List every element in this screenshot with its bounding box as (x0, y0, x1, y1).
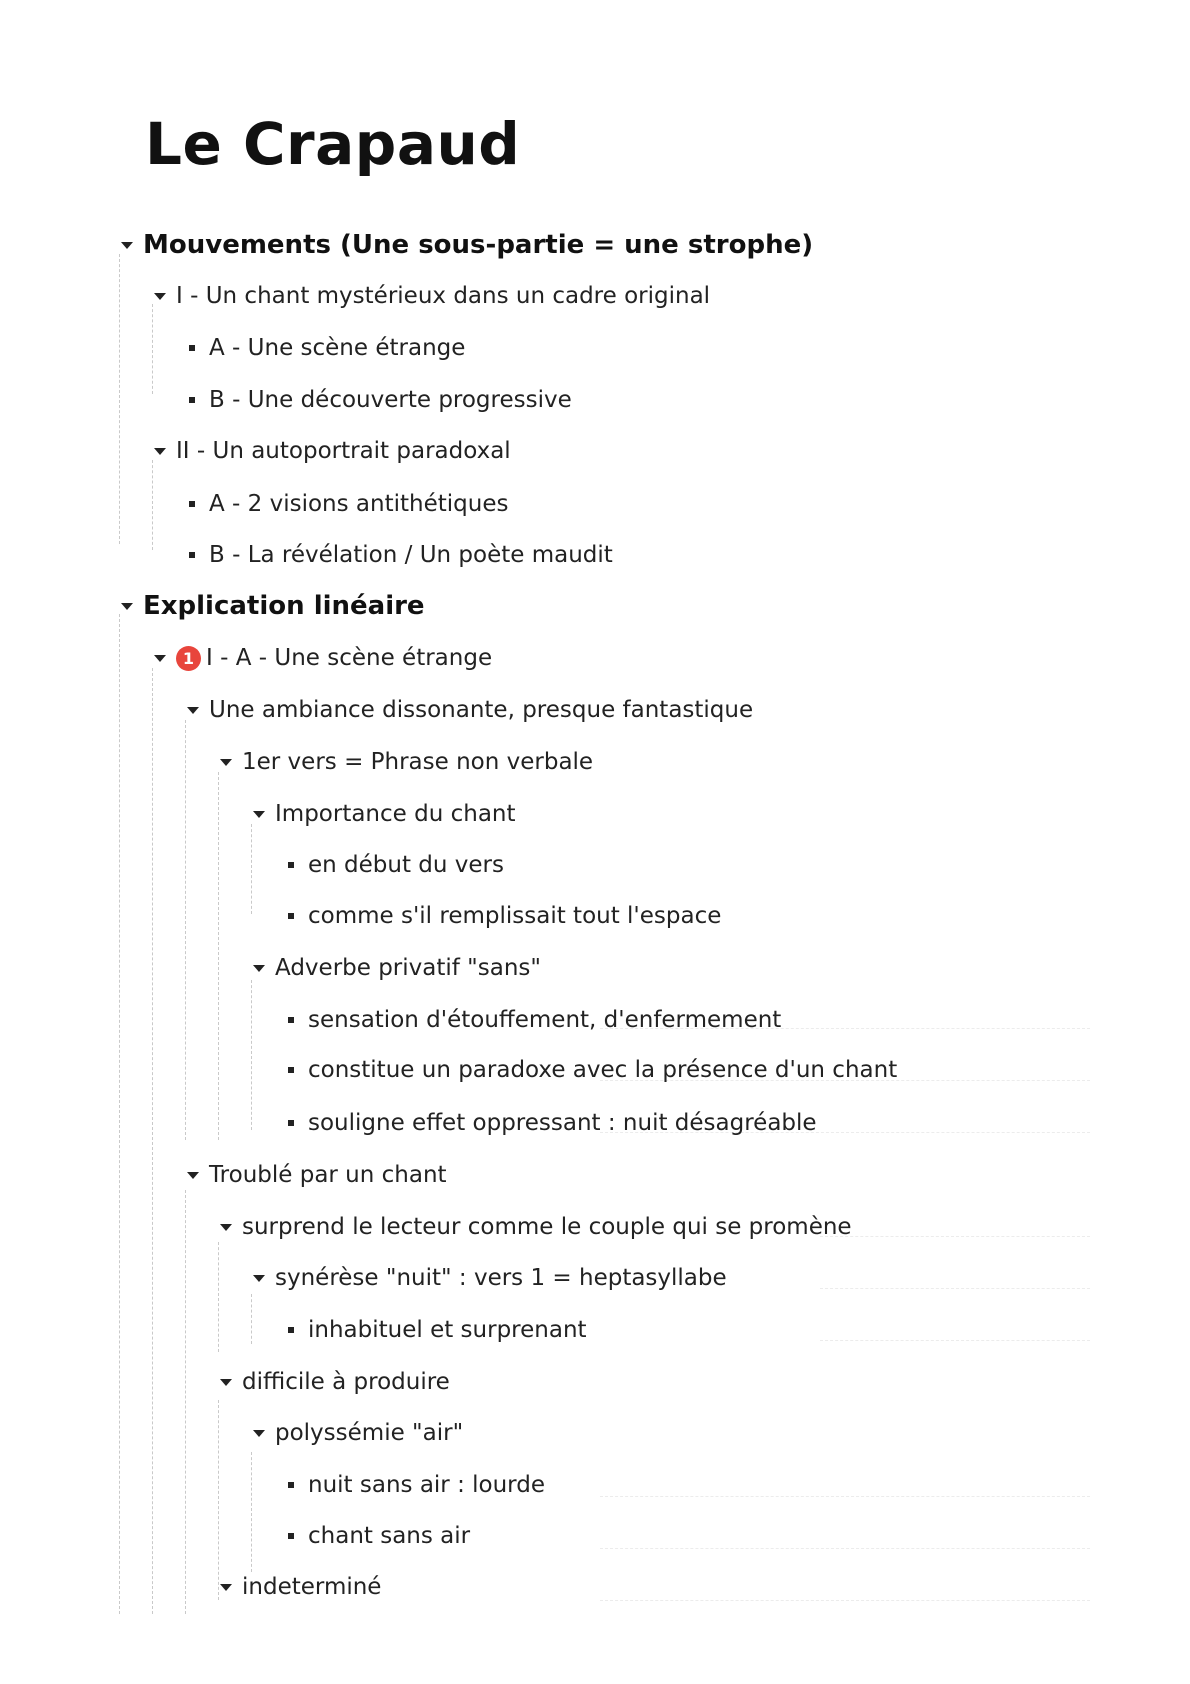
guide-line (152, 304, 153, 394)
guide-line (185, 720, 186, 1140)
item-label: A - 2 visions antithétiques (209, 491, 509, 517)
guide-line (119, 614, 120, 1614)
collapse-toggle-icon[interactable] (150, 279, 170, 313)
section-heading: Mouvements (Une sous-partie = une strophe) (143, 230, 814, 260)
collapse-toggle-icon[interactable] (117, 589, 137, 623)
guide-line (218, 1242, 219, 1352)
item-label: nuit sans air : lourde (308, 1472, 545, 1498)
collapse-toggle-icon[interactable] (249, 797, 269, 831)
item-label: synérèse "nuit" : vers 1 = heptasyllabe (275, 1265, 727, 1291)
bullet-icon (286, 1519, 298, 1553)
row-separator (820, 1288, 1090, 1289)
guide-line (119, 254, 120, 544)
bullet-icon (286, 1003, 298, 1037)
item-label: constitue un paradoxe avec la présence d'un chant (308, 1057, 898, 1083)
row-separator (820, 1340, 1090, 1341)
collapse-toggle-icon[interactable] (150, 434, 170, 468)
row-separator (600, 1548, 1090, 1549)
guide-line (218, 772, 219, 1140)
item-label: chant sans air (308, 1523, 471, 1549)
row-separator (820, 1236, 1090, 1237)
collapse-toggle-icon[interactable] (150, 641, 170, 675)
item-label: inhabituel et surprenant (308, 1317, 587, 1343)
bullet-icon (286, 1106, 298, 1140)
item-label: B - Une découverte progressive (209, 387, 572, 413)
item-label: comme s'il remplissait tout l'espace (308, 903, 722, 929)
row-separator (600, 1496, 1090, 1497)
item-label: souligne effet oppressant : nuit désagréable (308, 1110, 817, 1136)
bullet-icon (286, 1313, 298, 1347)
collapse-toggle-icon[interactable] (183, 693, 203, 727)
guide-line (251, 1294, 252, 1344)
bullet-icon (187, 487, 199, 521)
item-label: difficile à produire (242, 1369, 450, 1395)
bullet-icon (187, 331, 199, 365)
item-label: I - Un chant mystérieux dans un cadre original (176, 283, 711, 309)
collapse-toggle-icon[interactable] (216, 1570, 236, 1604)
collapse-toggle-icon[interactable] (249, 951, 269, 985)
guide-line (251, 980, 252, 1130)
guide-line (152, 668, 153, 1614)
item-label: en début du vers (308, 852, 504, 878)
item-label: surprend le lecteur comme le couple qui se promène (242, 1214, 852, 1240)
item-label: B - La révélation / Un poète maudit (209, 542, 613, 568)
collapse-toggle-icon[interactable] (183, 1158, 203, 1192)
item-label: II - Un autoportrait paradoxal (176, 438, 511, 464)
page-title: Le Crapaud (145, 110, 521, 178)
bullet-icon (286, 899, 298, 933)
bullet-icon (286, 848, 298, 882)
item-label: Adverbe privatif "sans" (275, 955, 541, 981)
collapse-toggle-icon[interactable] (249, 1261, 269, 1295)
item-label: A - Une scène étrange (209, 335, 466, 361)
item-label: indeterminé (242, 1574, 382, 1600)
item-label: Une ambiance dissonante, presque fantastique (209, 697, 754, 723)
guide-line (152, 460, 153, 550)
row-separator (600, 1600, 1090, 1601)
guide-line (251, 824, 252, 914)
collapse-toggle-icon[interactable] (216, 1365, 236, 1399)
collapse-toggle-icon[interactable] (216, 1210, 236, 1244)
bullet-icon (286, 1468, 298, 1502)
item-label: Troublé par un chant (209, 1162, 447, 1188)
item-label: Importance du chant (275, 801, 516, 827)
item-label: polyssémie "air" (275, 1420, 464, 1446)
item-label: I - A - Une scène étrange (206, 645, 493, 671)
collapse-toggle-icon[interactable] (117, 228, 137, 262)
item-label: 1er vers = Phrase non verbale (242, 749, 594, 775)
guide-line (251, 1452, 252, 1572)
bullet-icon (187, 538, 199, 572)
collapse-toggle-icon[interactable] (216, 745, 236, 779)
number-badge: 1 (176, 646, 201, 671)
bullet-icon (187, 383, 199, 417)
collapse-toggle-icon[interactable] (249, 1416, 269, 1450)
section-heading: Explication linéaire (143, 591, 425, 621)
bullet-icon (286, 1053, 298, 1087)
item-label: sensation d'étouffement, d'enfermement (308, 1007, 782, 1033)
guide-line (185, 1190, 186, 1614)
